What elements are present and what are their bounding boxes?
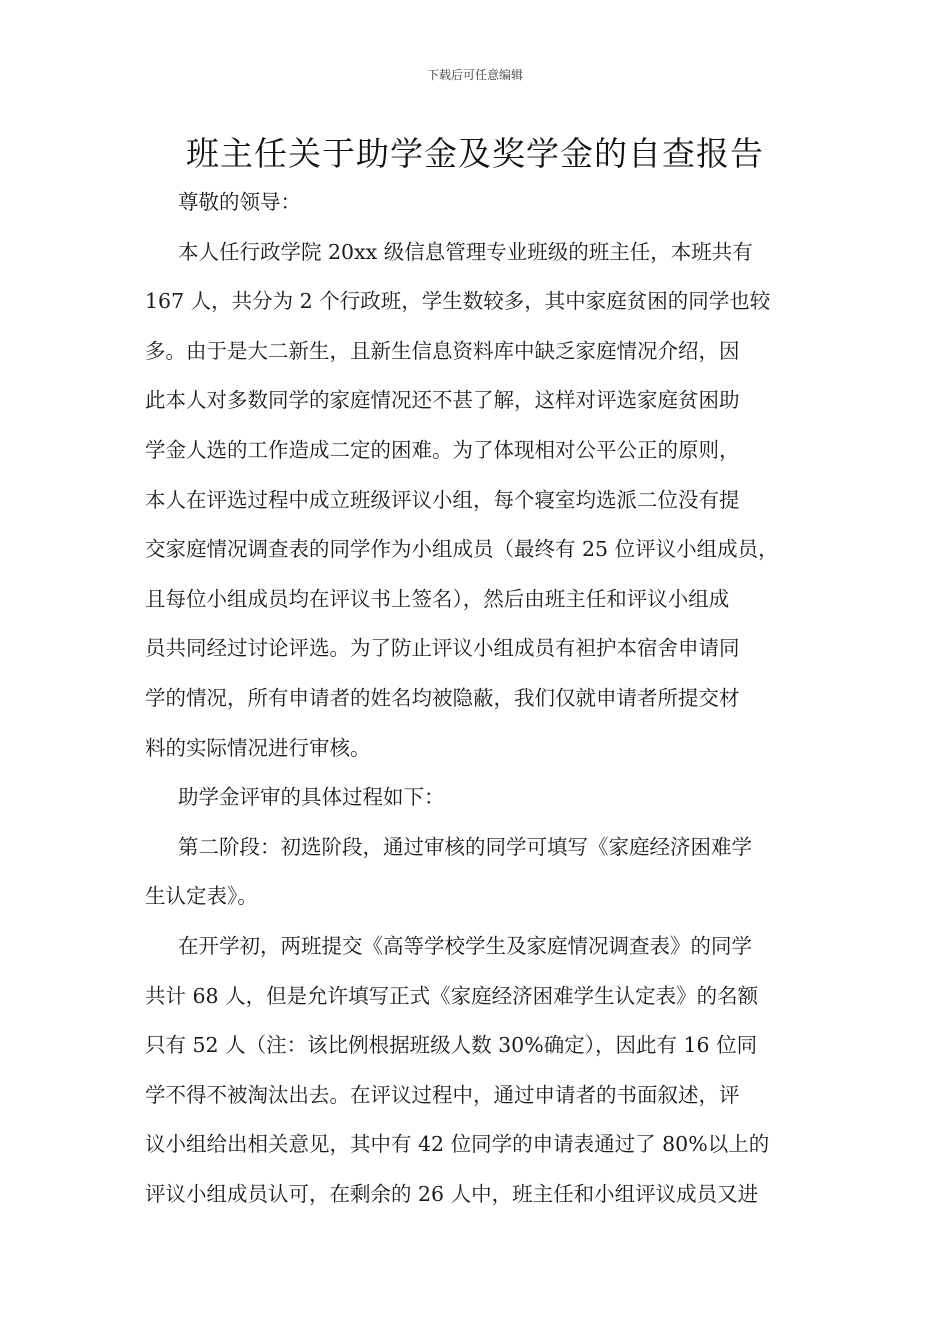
paragraph-line: 本人在评选过程中成立班级评议小组，每个寝室均选派二位没有提 [145, 487, 740, 512]
header-note: 下载后可任意编辑 [426, 68, 523, 82]
paragraph-line: 学不得不被淘汰出去。在评议过程中，通过申请者的书面叙述，评 [145, 1082, 740, 1107]
paragraph-line: 且每位小组成员均在评议书上签名），然后由班主任和评议小组成 [145, 586, 730, 611]
paragraph-line: 评议小组成员认可，在剩余的 26 人中，班主任和小组评议成员又进 [145, 1181, 759, 1206]
salutation-line: 尊敬的领导： [178, 190, 301, 214]
paragraph-line: 料的实际情况进行审核。 [145, 735, 371, 760]
paragraph-line: 员共同经过讨论评选。为了防止评议小组成员有袒护本宿舍申请同 [145, 636, 740, 661]
paragraph-line: 第二阶段：初选阶段，通过审核的同学可填写《家庭经济困难学 [178, 834, 752, 859]
paragraph-line: 在开学初，两班提交《高等学校学生及家庭情况调查表》的同学 [178, 933, 752, 958]
paragraph-line: 交家庭情况调查表的同学作为小组成员（最终有 25 位评议小组成员， [145, 537, 779, 562]
paragraph-line: 167 人，共分为 2 个行政班，学生数较多，其中家庭贫困的同学也较 [145, 289, 771, 314]
paragraph-line: 此本人对多数同学的家庭情况还不甚了解，这样对评选家庭贫困助 [145, 388, 740, 413]
paragraph-line: 学的情况，所有申请者的姓名均被隐蔽，我们仅就申请者所提交材 [145, 685, 740, 710]
paragraph-line: 议小组给出相关意见，其中有 42 位同学的申请表通过了 80%以上的 [145, 1132, 770, 1157]
document-title: 班主任关于助学金及奖学金的自查报告 [186, 134, 764, 173]
paragraph-line: 只有 52 人（注：该比例根据班级人数 30%确定），因此有 16 位同 [145, 1033, 758, 1058]
paragraph-line: 生认定表》。 [145, 884, 258, 909]
paragraph-line: 本人任行政学院 20xx 级信息管理专业班级的班主任，本班共有 [178, 239, 753, 264]
paragraph-line: 共计 68 人，但是允许填写正式《家庭经济困难学生认定表》的名额 [145, 983, 759, 1008]
paragraph-line: 助学金评审的具体过程如下： [178, 785, 445, 810]
paragraph-line: 学金人选的工作造成二定的困难。为了体现相对公平公正的原则， [145, 437, 740, 462]
paragraph-line: 多。由于是大二新生，且新生信息资料库中缺乏家庭情况介绍，因 [145, 338, 740, 363]
document-body [145, 178, 810, 1219]
